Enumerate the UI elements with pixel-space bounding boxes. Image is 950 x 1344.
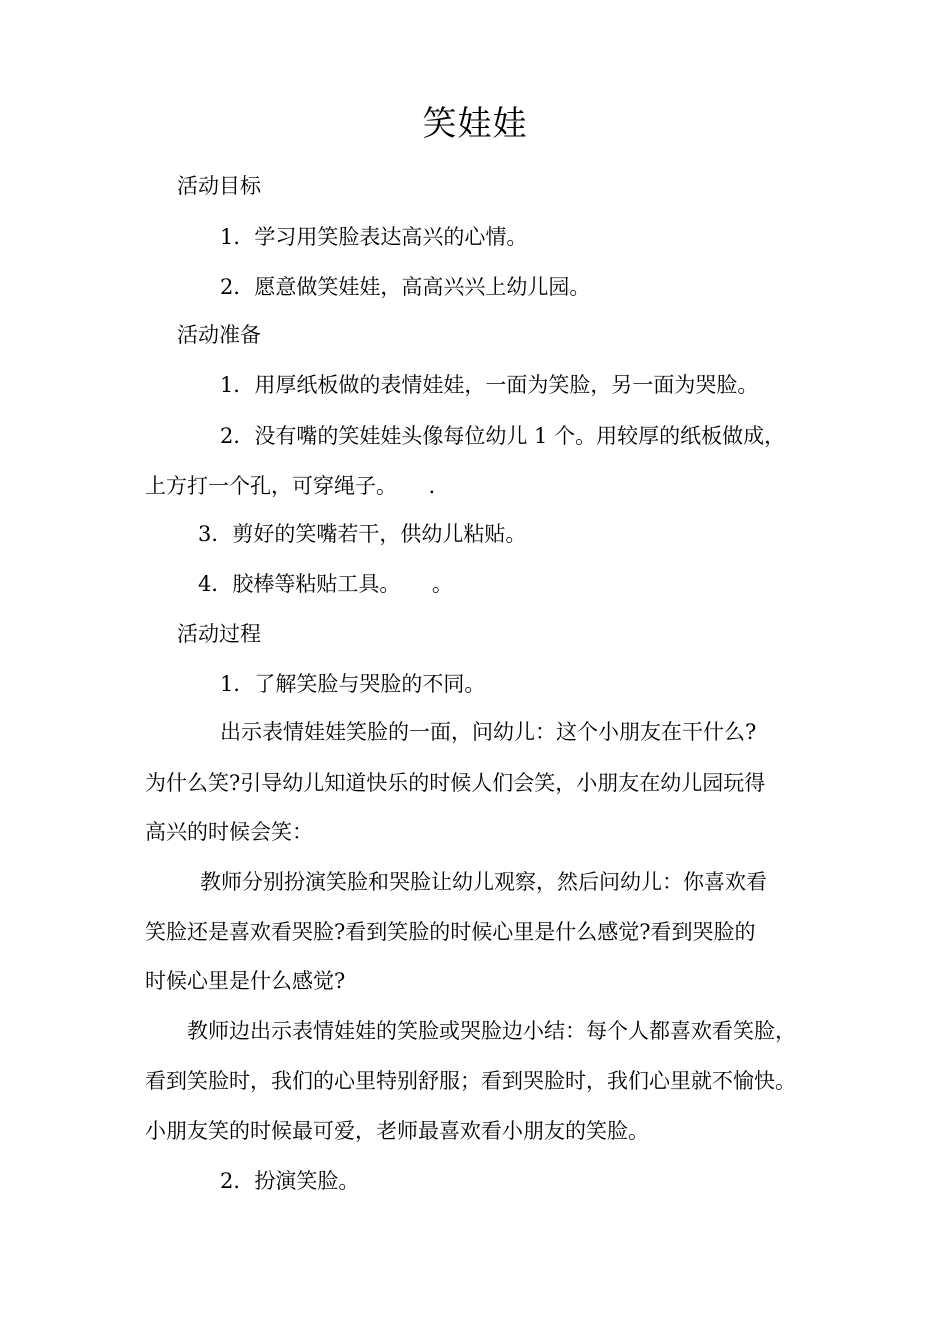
process-step-2: 2．扮演笑脸。: [220, 1169, 360, 1193]
process-paragraph-2-line-2: 笑脸还是喜欢看哭脸?看到笑脸的时候心里是什么感觉?看到哭脸的: [145, 920, 756, 944]
goal-item-2: 2．愿意做笑娃娃，高高兴兴上幼儿园。: [220, 275, 591, 299]
process-paragraph-3-line-2: 看到笑脸时，我们的心里特别舒服；看到哭脸时，我们心里就不愉快。: [145, 1069, 796, 1093]
heading-activity-preparation: 活动准备: [177, 323, 261, 347]
process-paragraph-1-line-1: 出示表情娃娃笑脸的一面，问幼儿：这个小朋友在干什么?: [220, 720, 757, 744]
prep-item-2-line-2: 上方打一个孔，可穿绳子。 .: [145, 474, 436, 498]
process-paragraph-3-line-1: 教师边出示表情娃娃的笑脸或哭脸边小结：每个人都喜欢看笑脸，: [187, 1019, 796, 1043]
process-paragraph-2-line-3: 时候心里是什么感觉?: [145, 969, 346, 993]
prep-item-1: 1．用厚纸板做的表情娃娃，一面为笑脸，另一面为哭脸。: [220, 373, 759, 397]
prep-item-4: 4．胶棒等粘贴工具。 。: [198, 572, 453, 596]
process-step-1: 1．了解笑脸与哭脸的不同。: [220, 672, 486, 696]
process-paragraph-3-line-3: 小朋友笑的时候最可爱，老师最喜欢看小朋友的笑脸。: [145, 1119, 649, 1143]
prep-item-2-line-1: 2．没有嘴的笑娃娃头像每位幼儿 1 个。用较厚的纸板做成，: [220, 424, 786, 448]
heading-activity-process: 活动过程: [177, 622, 261, 646]
document-title: 笑娃娃: [422, 104, 528, 144]
process-paragraph-2-line-1: 教师分别扮演笑脸和哭脸让幼儿观察，然后问幼儿：你喜欢看: [200, 870, 767, 894]
process-paragraph-1-line-3: 高兴的时候会笑：: [145, 820, 313, 844]
goal-item-1: 1．学习用笑脸表达高兴的心情。: [220, 225, 528, 249]
heading-activity-goals: 活动目标: [177, 174, 261, 198]
process-paragraph-1-line-2: 为什么笑?引导幼儿知道快乐的时候人们会笑，小朋友在幼儿园玩得: [145, 771, 766, 795]
prep-item-3: 3．剪好的笑嘴若干，供幼儿粘贴。: [198, 522, 527, 546]
